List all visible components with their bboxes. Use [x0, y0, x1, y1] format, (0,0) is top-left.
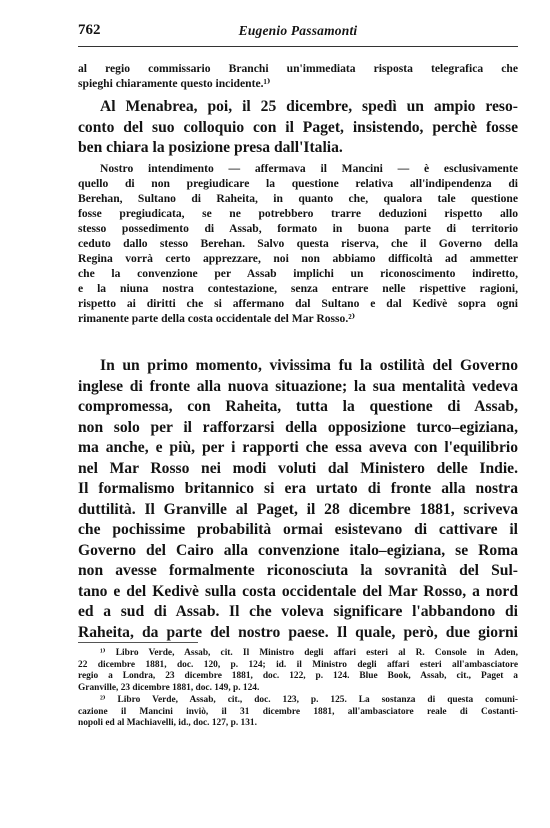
text-line: In un primo momento, vivissima fu la ostilità del Governo	[100, 357, 518, 374]
page-header	[78, 22, 518, 44]
footnote-line: regio a Londra, 23 dicembre 1881, doc. 122, p. 124. Blue Book, Assab, cit., Paget a	[78, 671, 518, 682]
text-line: spieghi chiaramente questo incidente.¹⁾	[78, 77, 271, 90]
text-line: nel Mar Rosso nei modi voluti dal Ministero delle Indie.	[78, 459, 518, 477]
footnotes	[78, 648, 518, 730]
quoted-passage	[78, 161, 518, 326]
menabrea-paragraph	[78, 97, 518, 159]
text-line: tano e del Kedivè sulla costa occidentale del Mar Rosso, a nord	[78, 582, 518, 600]
text-line: ma anche, e più, per i rapporti che essa aveva con l'equilibrio	[78, 439, 518, 456]
text-line: compromessa, con Raheita, tutta la questione di Assab,	[78, 398, 518, 415]
text-line: rimanente parte della costa occidentale del Mar Rosso.²⁾	[78, 312, 356, 325]
text-line: ben chiara la posizione presa dall'Italia.	[78, 139, 343, 156]
text-line: duttilità. Il Granville al Paget, il 28 dicembre 1881, scriveva	[78, 500, 518, 518]
text-line: Berehan, Sultano di Raheita, in quanto che, qualora tale questione	[78, 192, 518, 205]
text-line: inglese di fronte alla nuova situazione; la sua mentalità vedeva	[78, 377, 518, 395]
text-line: Raheita, da parte del nostro paese. Il quale, però, due giorni	[78, 623, 518, 641]
running-title: Eugenio Passamonti	[238, 23, 358, 38]
text-line: conto del suo colloquio con il Paget, insistendo, perchè fosse	[78, 118, 518, 136]
footnote-line: ²⁾ Libro Verde, Assab, cit., doc. 123, p. 125. La sostanza di questa comuni-	[100, 694, 518, 705]
text-line: Governo del Cairo alla convenzione italo–egiziana, se Roma	[78, 541, 518, 559]
text-line: fosse pregiudicata, se ne potrebbero trarre deduzioni rispetto allo	[78, 207, 518, 220]
footnote-line: 22 dicembre 1881, doc. 120, p. 124; id. il Ministro degli affari esteri all'ambasciatore	[78, 659, 518, 670]
text-line: quello di non pregiudicare la questione relativa all'indipendenza di	[78, 177, 518, 190]
footnote-line: cazione il Mancini inviò, il 31 dicembre 1881, all'ambasciatore reale di Costanti-	[78, 706, 518, 717]
footnote-line: Granville, 23 dicembre 1881, doc. 149, p. 124.	[78, 683, 260, 694]
text-line: ed a sud di Assab. Il che voleva significare l'abbandono di	[78, 603, 518, 620]
footnote-rule	[78, 642, 198, 643]
text-line: e la niuna nostra contestazione, senza entrare nelle rispettive ragioni,	[78, 282, 518, 295]
text-line: stesso possedimento di Assab, formato in buona parte di territorio	[78, 222, 518, 235]
text-line: non solo per il rafforzarsi della opposizione turco–egiziana,	[78, 418, 518, 436]
text-line: non avesse formalmente riconosciuta la sovranità del Sul-	[78, 562, 518, 579]
continued-paragraph	[78, 61, 518, 91]
text-line: al regio commissario Branchi un'immediata risposta telegrafica che	[78, 62, 518, 75]
text-line: che pochissime probabilità ormai esistevano di cattivare il	[78, 521, 518, 538]
text-line: ceduto dallo stesso Berehan. Salvo questa riserva, che il Governo della	[78, 237, 518, 250]
footnote-line: nopoli ed al Machiavelli, id., doc. 127, p. 131.	[78, 718, 257, 729]
text-line: Nostro intendimento — affermava il Mancini — è esclusivamente	[100, 162, 518, 175]
text-line: rispetto ai diritti che si affermano dal Sultano e dal Kedivè sopra ogni	[78, 297, 518, 310]
text-line: che la convenzione per Assab implichi un riconoscimento indiretto,	[78, 267, 518, 280]
text-line: Il formalismo britannico si era urtato di fronte alla nostra	[78, 480, 518, 497]
header-rule	[78, 46, 518, 47]
footnote-line: ¹⁾ Libro Verde, Assab, cit. Il Ministro degli affari esteri al R. Console in Aden,	[100, 648, 518, 658]
page-number: 762	[78, 22, 101, 38]
text-line: Regina vorrà certo apprezzare, noi non abbiamo difficoltà ad ammetter	[78, 252, 518, 265]
main-paragraph	[78, 356, 518, 643]
text-line: Al Menabrea, poi, il 25 dicembre, spedì un ampio reso-	[100, 98, 518, 115]
